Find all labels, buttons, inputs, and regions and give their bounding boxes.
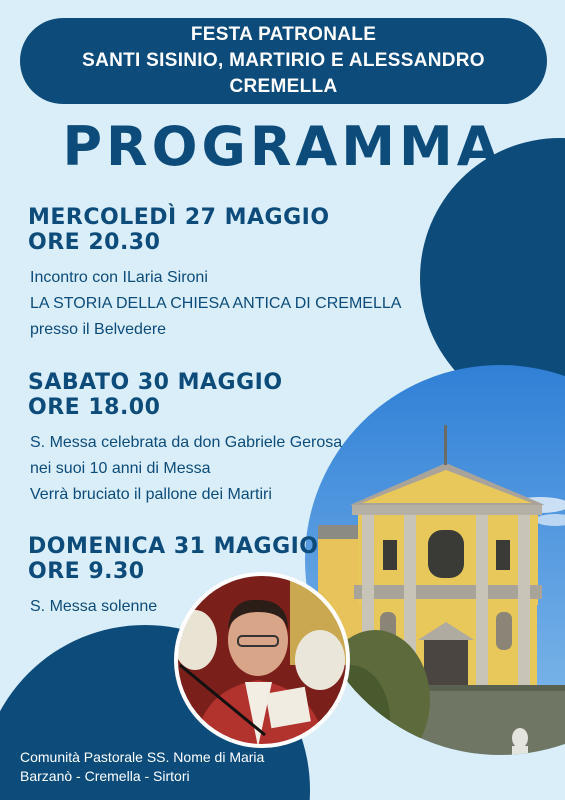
event-wednesday — [28, 205, 401, 343]
event-time: ORE 20.30 — [28, 230, 161, 255]
event-saturday — [28, 370, 342, 508]
header-line-3: CREMELLA — [229, 76, 338, 97]
header-banner — [20, 18, 547, 104]
event-description — [28, 594, 319, 620]
event-day: MERCOLEDÌ 27 MAGGIO — [28, 205, 330, 230]
event-line: LA STORIA DELLA CHIESA ANTICA DI CREMELLA — [30, 295, 402, 312]
footer-community — [20, 748, 264, 786]
event-line: nei suoi 10 anni di Messa — [30, 460, 211, 477]
event-day: DOMENICA 31 MAGGIO — [28, 534, 319, 559]
footer-line-2: Barzanò - Cremella - Sirtori — [20, 768, 190, 784]
event-line: S. Messa solenne — [30, 598, 158, 615]
event-day: SABATO 30 MAGGIO — [28, 370, 283, 395]
footer-line-1: Comunità Pastorale SS. Nome di Maria — [20, 749, 265, 765]
event-line: Verrà bruciato il pallone dei Martiri — [30, 486, 272, 503]
event-description — [28, 430, 342, 508]
header-line-1: FESTA PATRONALE — [190, 24, 377, 45]
event-time: ORE 18.00 — [28, 395, 161, 420]
event-time: ORE 9.30 — [28, 559, 145, 584]
event-line: Incontro con ILaria Sironi — [30, 269, 208, 286]
event-line: presso il Belvedere — [30, 321, 167, 338]
event-sunday — [28, 534, 319, 620]
header-line-2: SANTI SISINIO, MARTIRIO E ALESSANDRO — [82, 50, 485, 71]
page-title: PROGRAMMA — [62, 115, 503, 178]
event-line: S. Messa celebrata da don Gabriele Gerosa — [30, 434, 343, 451]
event-description — [28, 265, 401, 343]
